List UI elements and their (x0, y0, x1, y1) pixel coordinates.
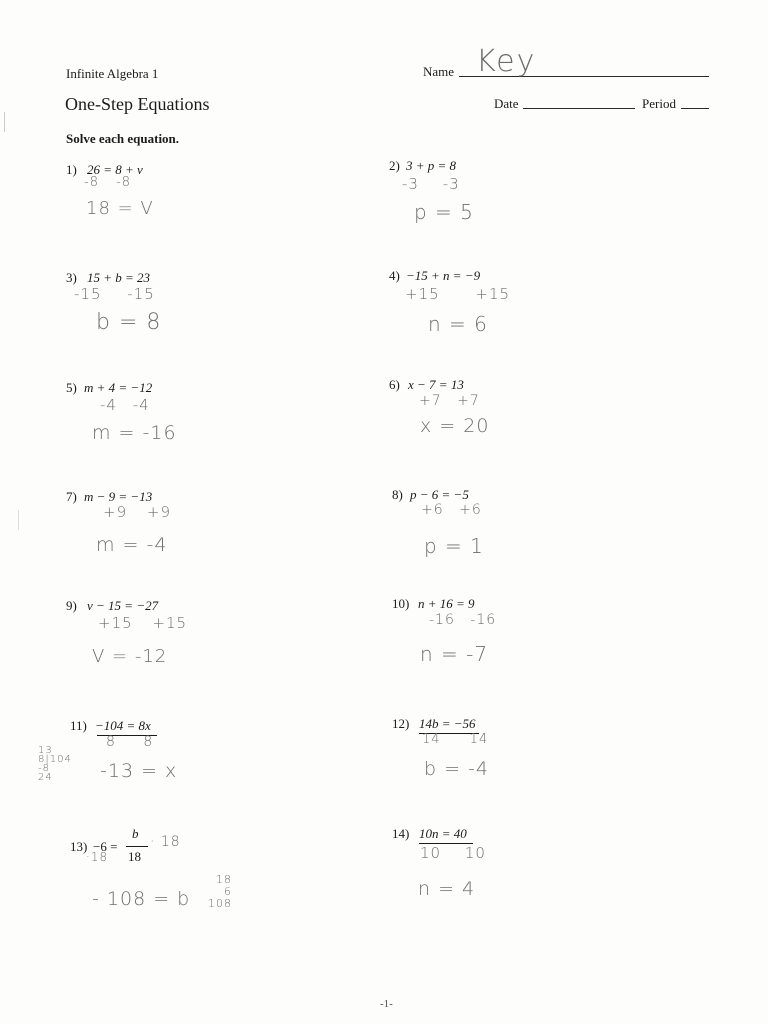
fraction-denominator: 18 (128, 849, 141, 864)
course-name: Infinite Algebra 1 (66, 66, 159, 81)
problem-equation: 14b = −56 (419, 716, 476, 731)
answer: p = 5 (414, 200, 474, 224)
fraction-bar (126, 846, 148, 847)
answer: n = -7 (420, 642, 489, 666)
problem-number: 5) (66, 380, 77, 395)
problem-number: 2) (389, 158, 400, 173)
problem-equation: −15 + n = −9 (406, 268, 481, 283)
work-step: +7 +7 (419, 393, 480, 409)
answer: b = 8 (96, 310, 162, 335)
period-label: Period (642, 96, 676, 111)
answer: x = 20 (420, 415, 490, 437)
period-line (681, 108, 709, 109)
problem-number: 9) (66, 598, 77, 613)
side-work: 18 6 108 (208, 873, 232, 910)
problem-equation: x − 7 = 13 (408, 377, 464, 392)
answer: b = -4 (424, 758, 490, 780)
work-step: +9 +9 (103, 503, 171, 521)
problem-number: 3) (66, 270, 77, 285)
problem-equation: 10n = 40 (419, 826, 467, 841)
work-step: ·18 (86, 850, 109, 864)
problem-equation: 26 = 8 + v (87, 162, 143, 177)
problem-number: 8) (392, 487, 403, 502)
problem-equation: v − 15 = −27 (87, 598, 159, 613)
multiplier: · 18 (150, 834, 181, 850)
scan-mark (18, 510, 25, 530)
problem-number: 7) (66, 489, 77, 504)
name-label: Name (423, 64, 455, 79)
problem-equation: p − 6 = −5 (410, 487, 469, 502)
date-label: Date (494, 96, 519, 111)
problem-number: 4) (389, 268, 400, 283)
answer: V = -12 (92, 646, 168, 667)
problem-number: 12) (392, 716, 410, 731)
work-step: -4 -4 (100, 396, 150, 414)
work-step: -3 -3 (402, 175, 460, 193)
instructions: Solve each equation. (66, 131, 180, 146)
problem-number: 13) (70, 839, 88, 854)
work-step: 14 14 (422, 732, 489, 747)
answer: -13 = x (100, 760, 178, 782)
answer: n = 4 (418, 878, 476, 900)
answer: - 108 = b (92, 888, 191, 910)
fraction-numerator: b (132, 826, 139, 841)
problem-equation: m + 4 = −12 (84, 380, 153, 395)
answer: m = -4 (96, 534, 168, 556)
problem-equation: m − 9 = −13 (84, 489, 153, 504)
page-number: -1- (380, 998, 393, 1010)
answer: m = -16 (92, 422, 177, 444)
work-step: 8 8 (106, 734, 154, 750)
work-step: +15 +15 (98, 614, 188, 632)
date-line (523, 108, 635, 109)
work-step: +15 +15 (405, 285, 511, 303)
work-step: -8 -8 (84, 175, 132, 190)
work-step: -16 -16 (429, 612, 497, 628)
worksheet-title: One-Step Equations (65, 94, 210, 114)
work-step: 10 10 (420, 844, 486, 862)
answer: 18 = V (86, 198, 154, 219)
scan-mark (4, 112, 11, 132)
problem-number: 6) (389, 377, 400, 392)
problem-equation: n + 16 = 9 (418, 596, 475, 611)
side-work: 13 8|104 -8 24 (38, 745, 72, 783)
answer: n = 6 (428, 312, 488, 336)
work-step: +6 +6 (421, 502, 482, 518)
problem-equation: −104 = 8x (95, 718, 151, 733)
problem-number: 1) (66, 162, 77, 177)
problem-equation: 15 + b = 23 (87, 270, 151, 285)
name-value: Key (476, 44, 537, 79)
problem-number: 11) (70, 718, 87, 733)
problem-number: 10) (392, 596, 410, 611)
problem-equation: 3 + p = 8 (406, 158, 457, 173)
answer: p = 1 (424, 534, 484, 558)
equation-left: −6 = (93, 839, 118, 854)
work-step: -15 -15 (74, 285, 155, 303)
problem-number: 14) (392, 826, 410, 841)
